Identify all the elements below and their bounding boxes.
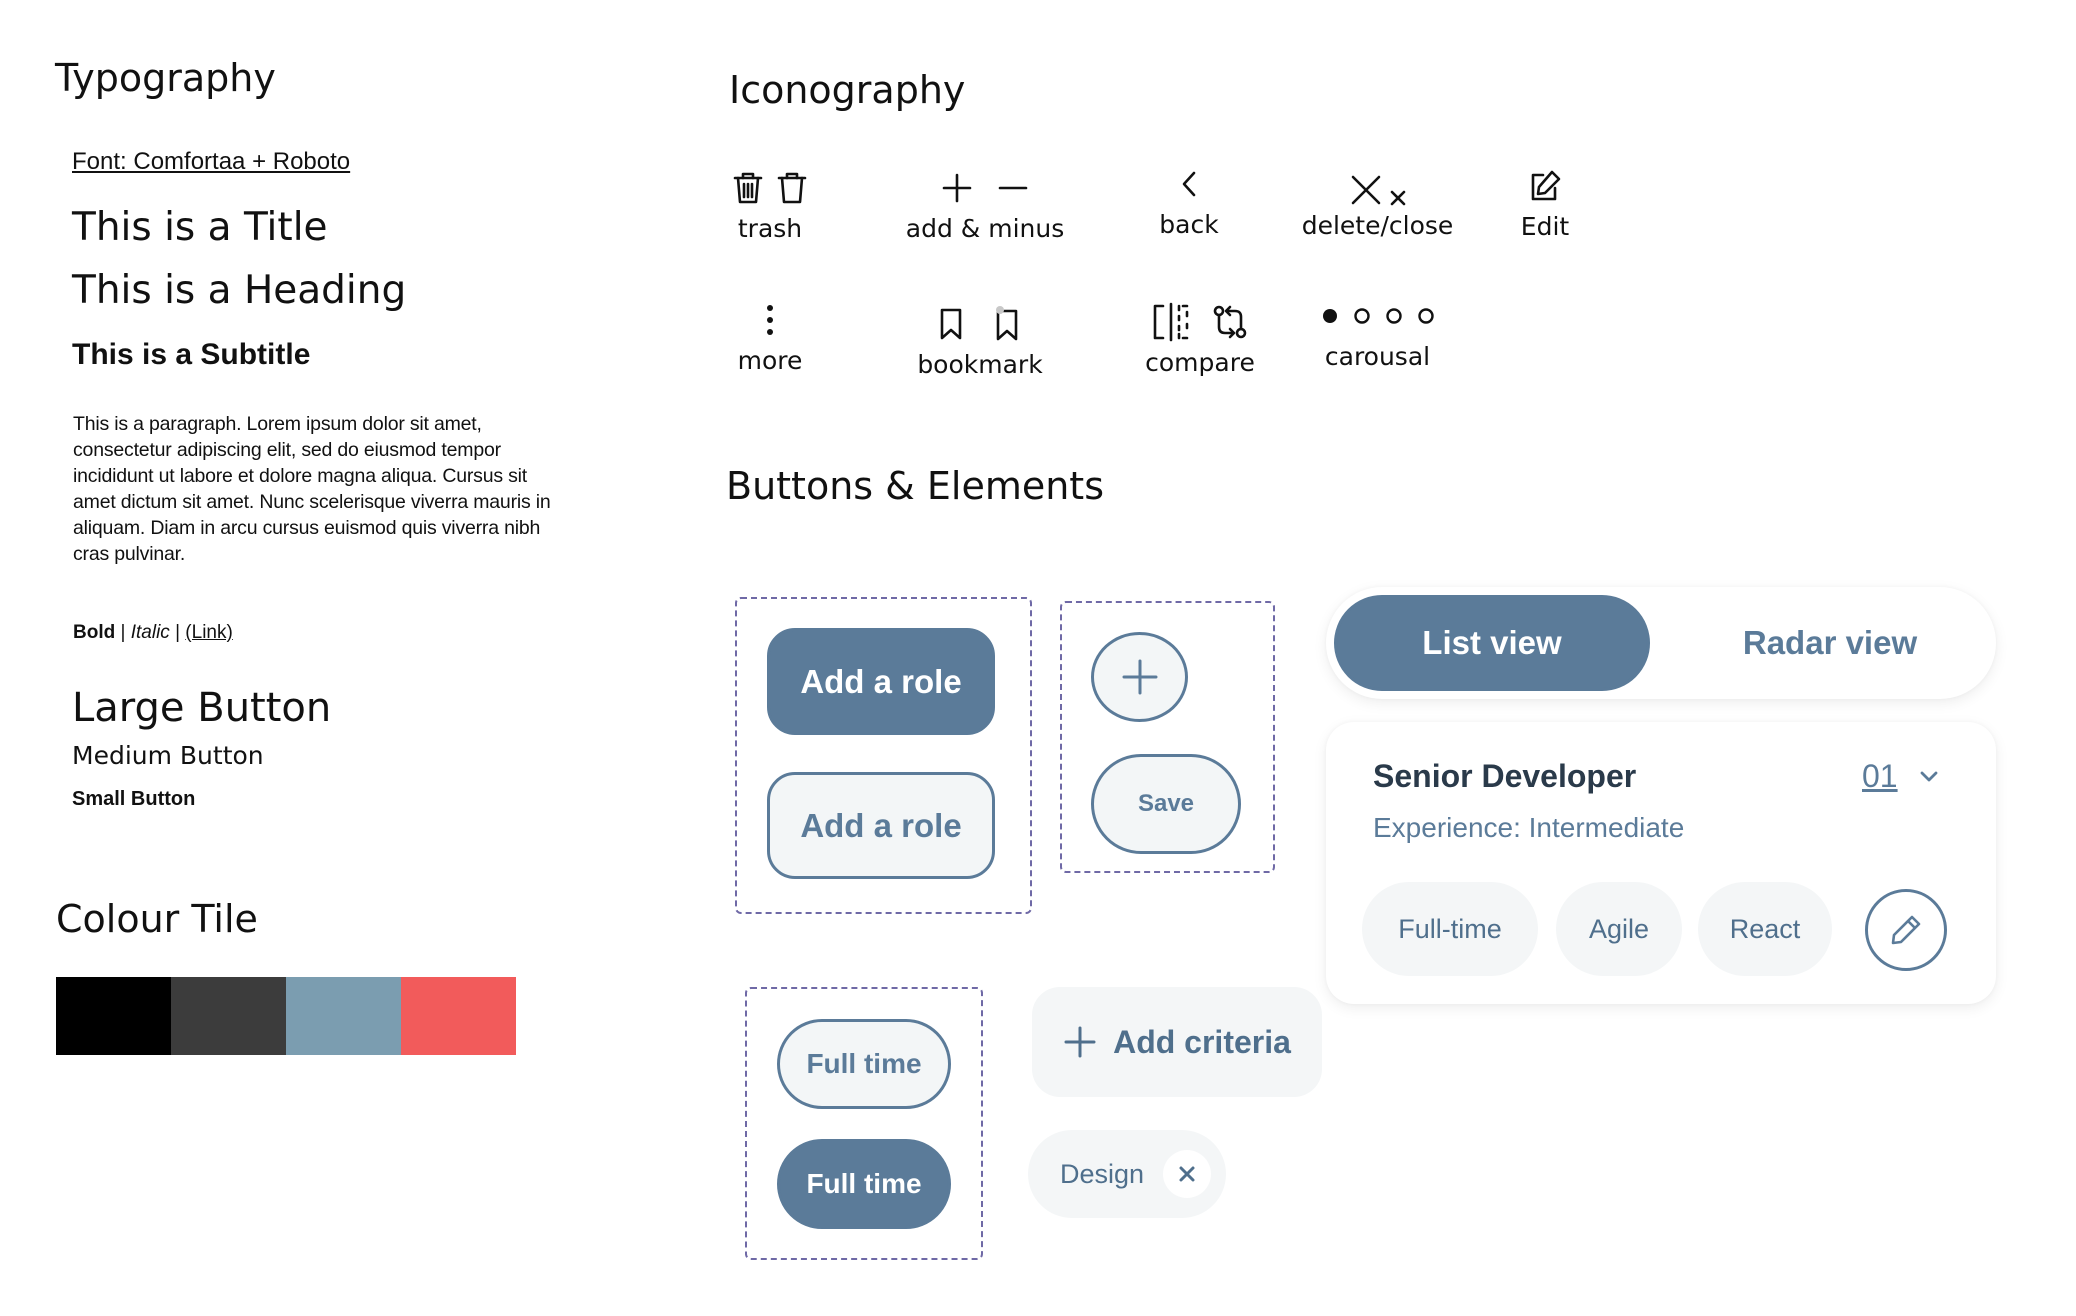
colour-swatch-blue-grey xyxy=(286,977,401,1055)
buttons-elements-section-title: Buttons & Elements xyxy=(726,464,1104,508)
minus-icon[interactable] xyxy=(997,172,1029,204)
medium-button-sample: Medium Button xyxy=(72,741,264,770)
icon-group-carousel xyxy=(1305,294,1450,371)
icon-group-back xyxy=(1144,162,1234,239)
compare-split-icon[interactable] xyxy=(1151,302,1191,342)
role-card-experience: Experience: Intermediate xyxy=(1373,812,1685,843)
role-tag-react: React xyxy=(1698,882,1832,976)
colour-swatch-coral xyxy=(401,977,516,1055)
close-small-icon[interactable] xyxy=(1389,189,1407,207)
design-chip-remove-button[interactable] xyxy=(1163,1150,1211,1198)
design-chip-label: Design xyxy=(1060,1158,1145,1189)
typography-heading-sample: This is a Heading xyxy=(72,268,407,313)
role-tag-full-time: Full-time xyxy=(1362,882,1538,976)
radar-view-tab[interactable]: Radar view xyxy=(1742,624,1918,661)
full-time-button-outline[interactable]: Full time xyxy=(777,1019,951,1109)
typography-title-sample: This is a Title xyxy=(72,205,328,250)
chevron-down-icon[interactable] xyxy=(1918,769,1940,785)
role-tag-agile: Agile xyxy=(1556,882,1682,976)
icon-label-carousel: carousal xyxy=(1324,342,1431,371)
style-separator: | xyxy=(115,622,131,643)
icon-group-trash xyxy=(720,166,820,243)
icon-label-delete-close: delete/close xyxy=(1301,211,1454,240)
carousel-dots-icon[interactable] xyxy=(1320,306,1436,326)
full-time-button-filled[interactable]: Full time xyxy=(777,1139,951,1229)
close-icon xyxy=(1178,1165,1196,1183)
bookmark-dot-icon[interactable] xyxy=(992,306,1022,342)
iconography-section-title: Iconography xyxy=(729,68,966,112)
icon-label-back: back xyxy=(1159,210,1219,239)
icon-group-delete-close xyxy=(1290,163,1465,240)
icon-group-add-minus xyxy=(895,166,1075,243)
compare-swap-icon[interactable] xyxy=(1211,303,1249,341)
add-criteria-button[interactable] xyxy=(1032,987,1322,1097)
icon-label-compare: compare xyxy=(1145,348,1255,377)
add-role-button-outline[interactable]: Add a role xyxy=(767,772,995,879)
role-card-edit-button[interactable] xyxy=(1865,889,1947,971)
plus-icon[interactable] xyxy=(941,172,973,204)
add-role-button-filled[interactable]: Add a role xyxy=(767,628,995,735)
icon-group-compare xyxy=(1125,300,1275,377)
save-button[interactable]: Save xyxy=(1091,754,1241,854)
typography-subtitle-sample: This is a Subtitle xyxy=(72,338,311,371)
style-separator: | xyxy=(169,622,186,643)
icon-label-bookmark: bookmark xyxy=(917,350,1043,379)
bookmark-icon[interactable] xyxy=(938,307,964,341)
chevron-left-icon[interactable] xyxy=(1178,168,1200,200)
role-card-number[interactable]: 01 xyxy=(1862,758,1898,794)
icon-label-add-minus: add & minus xyxy=(905,214,1065,243)
link-sample[interactable]: (Link) xyxy=(185,622,233,643)
trash-filled-icon[interactable] xyxy=(733,171,763,205)
add-circle-button[interactable] xyxy=(1091,632,1188,722)
icon-label-more: more xyxy=(737,346,803,375)
list-view-tab[interactable]: List view xyxy=(1334,595,1650,691)
font-note: Font: Comfortaa + Roboto xyxy=(72,148,351,175)
icon-group-edit xyxy=(1505,164,1585,241)
typography-paragraph-sample: This is a paragraph. Lorem ipsum dolor sit amet, consectetur adipiscing elit, sed do eiusmod tempor incididunt ut labore et dolore magna aliqua. Cursus sit amet dictum sit amet. Nunc scelerisque viverra mauris in aliquam. Diam in arcu cursus euismod quis viverra nibh cras pulvinar. xyxy=(73,413,551,565)
add-criteria-label: Add criteria xyxy=(1113,1023,1291,1060)
role-card-title: Senior Developer xyxy=(1373,758,1637,794)
colour-swatch-black xyxy=(56,977,171,1055)
typography-section-title: Typography xyxy=(55,56,276,100)
icon-group-more xyxy=(720,298,820,375)
large-button-sample: Large Button xyxy=(72,685,332,731)
plus-icon xyxy=(1063,1025,1097,1059)
trash-outline-icon[interactable] xyxy=(777,171,807,205)
text-style-samples xyxy=(73,622,233,644)
colour-tile-section-title: Colour Tile xyxy=(56,897,258,941)
more-vertical-icon[interactable] xyxy=(765,303,775,337)
italic-sample: Italic xyxy=(130,622,170,643)
plus-icon xyxy=(1120,657,1160,697)
bold-sample: Bold xyxy=(73,622,116,643)
icon-label-edit: Edit xyxy=(1520,212,1570,241)
edit-icon[interactable] xyxy=(1527,168,1563,204)
colour-swatch-dark-grey xyxy=(171,977,286,1055)
close-large-icon[interactable] xyxy=(1349,173,1383,207)
small-button-sample: Small Button xyxy=(72,788,196,810)
icon-label-trash: trash xyxy=(737,214,803,243)
icon-group-bookmark xyxy=(900,302,1060,379)
pencil-icon xyxy=(1888,912,1924,948)
